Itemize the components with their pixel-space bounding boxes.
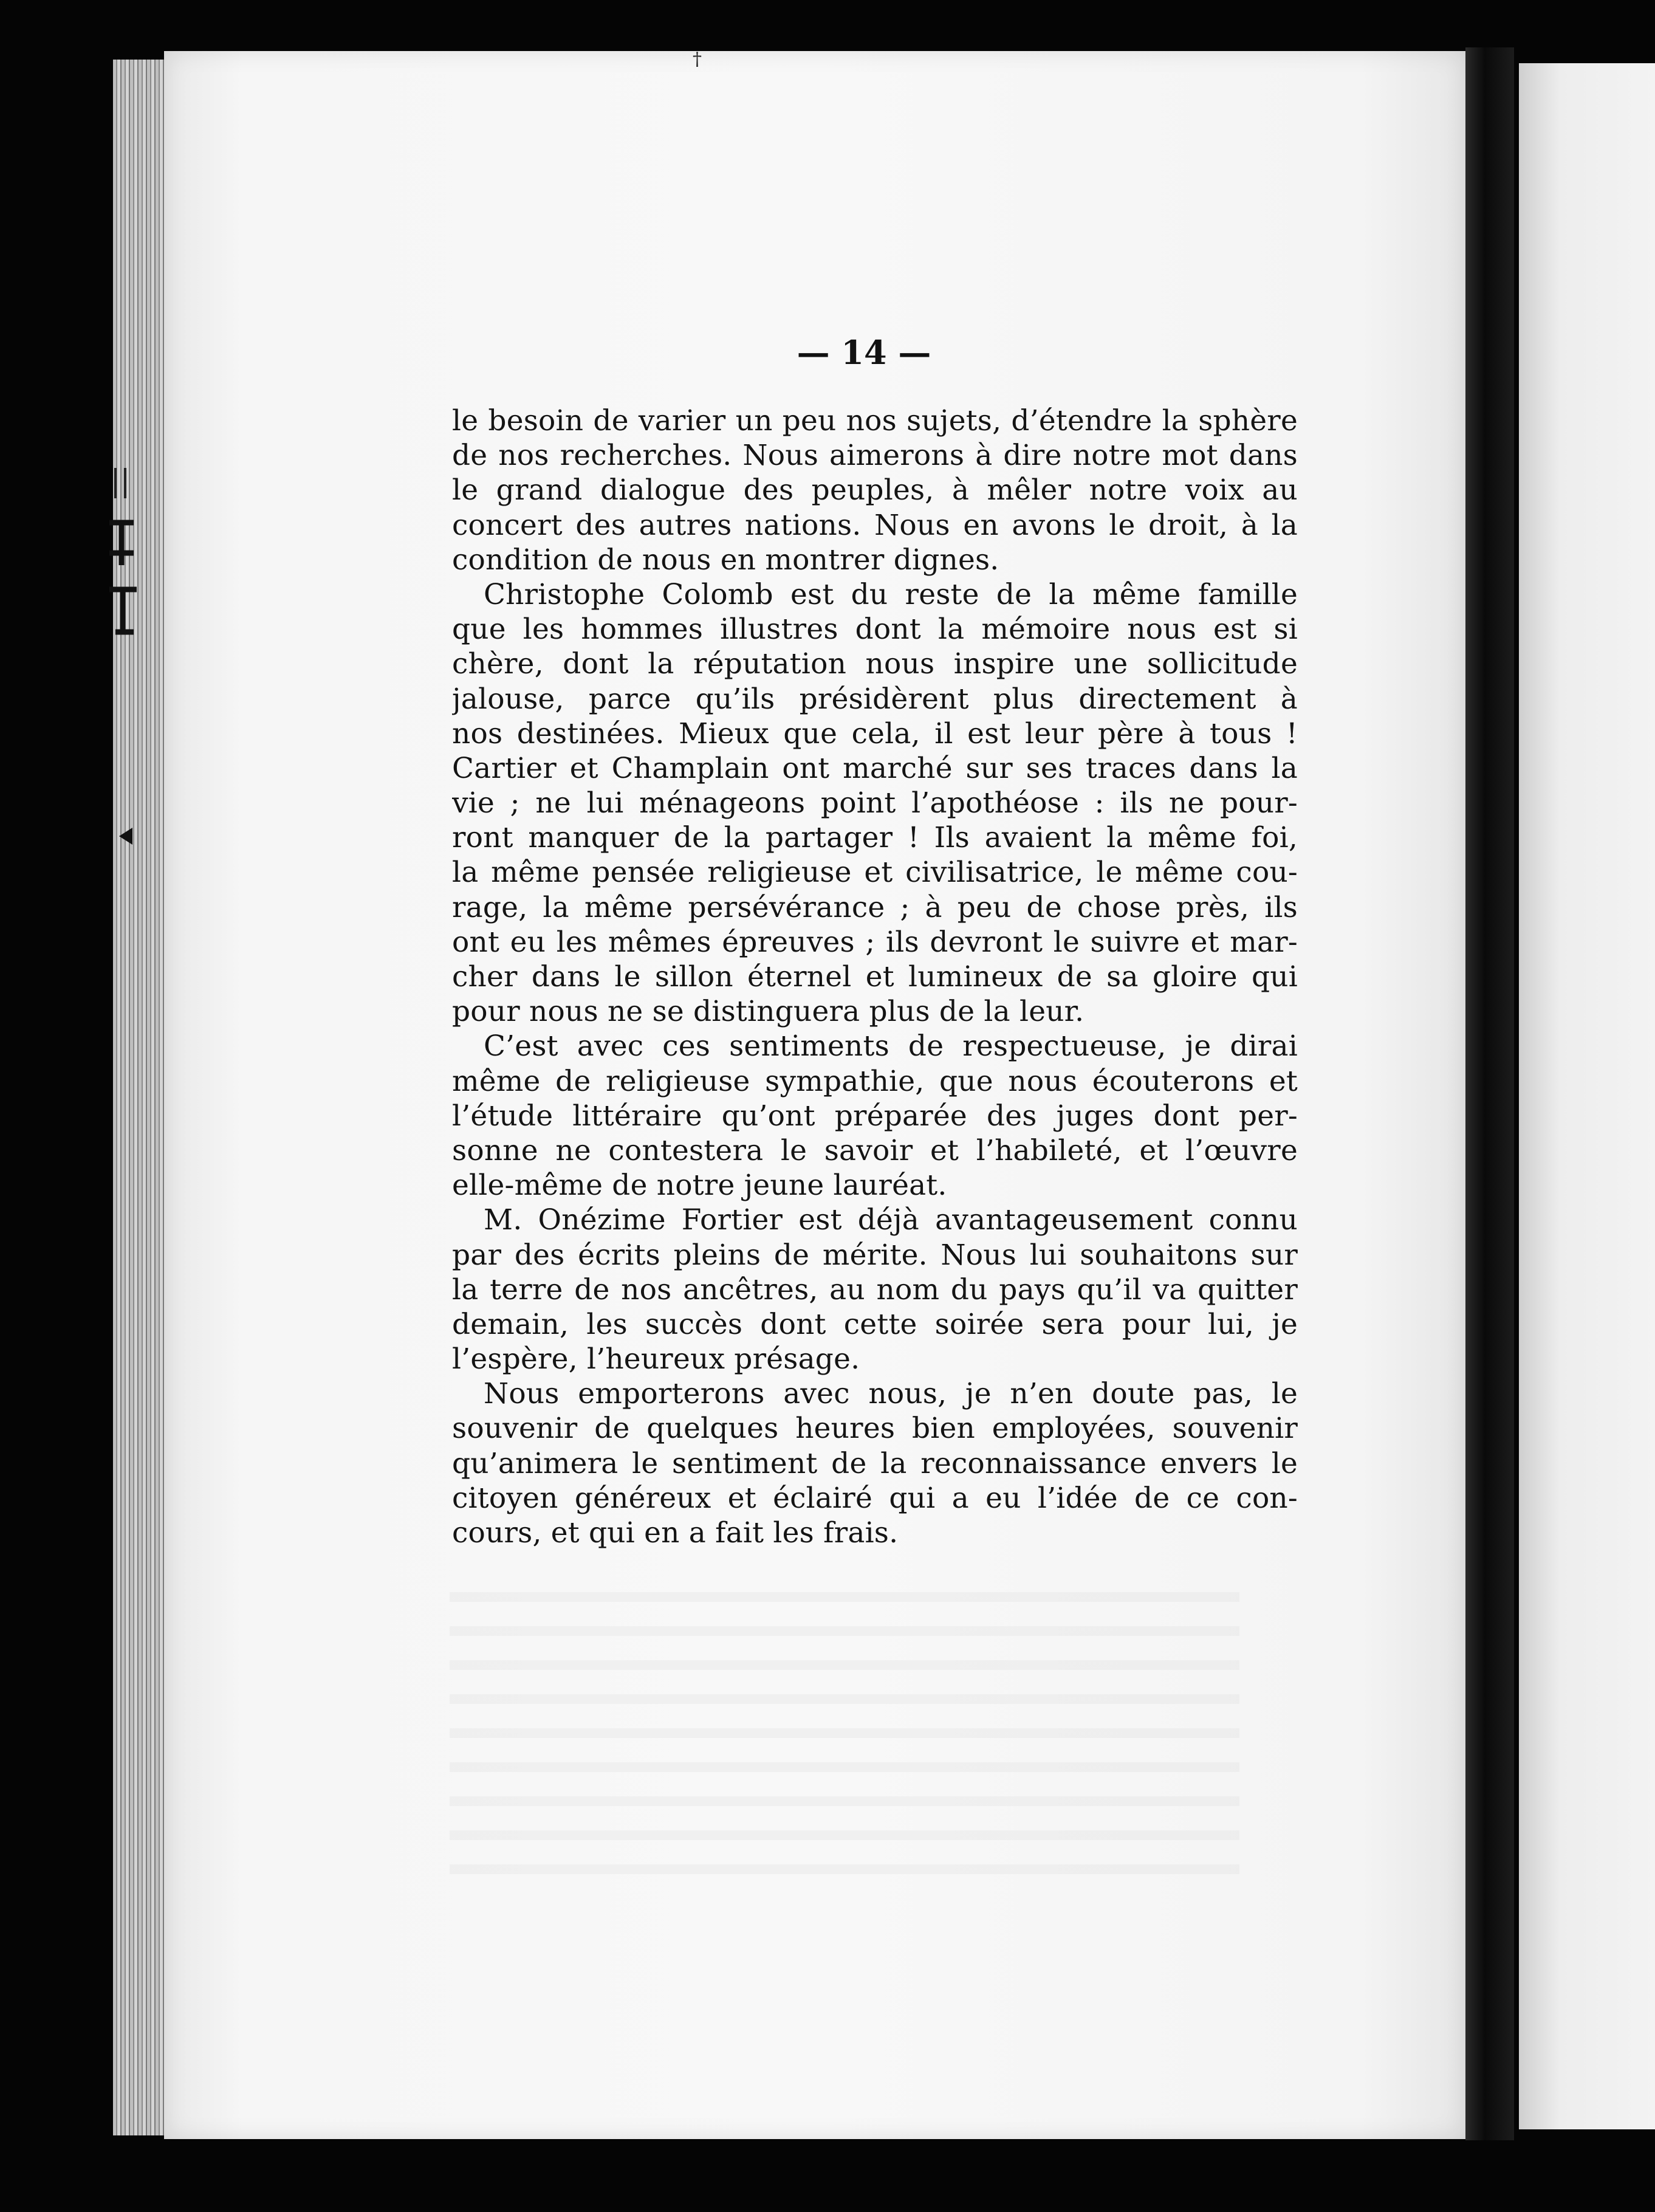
paragraph	[452, 404, 1298, 577]
text-line: cher dans le sillon éternel et lumineux de sa gloire qui	[452, 960, 1298, 994]
text-line: ront manquer de la partager ! Ils avaient la même foi,	[452, 821, 1298, 855]
text-line: le grand dialogue des peuples, à mêler notre voix au	[452, 473, 1298, 507]
text-line: pour nous ne se distinguera plus de la leur.	[452, 995, 1084, 1029]
edge-handwritten-marks	[91, 462, 164, 644]
text-line: le besoin de varier un peu nos sujets, d’étendre la sphère	[452, 404, 1298, 438]
body-text	[452, 404, 1298, 1550]
paragraph	[452, 1029, 1298, 1203]
text-line: jalouse, parce qu’ils présidèrent plus directement à	[452, 682, 1298, 716]
text-line: qu’animera le sentiment de la reconnaissance envers le	[452, 1446, 1298, 1480]
text-line: que les hommes illustres dont la mémoire nous est si	[452, 613, 1298, 647]
text-line: demain, les succès dont cette soirée sera pour lui, je	[452, 1307, 1298, 1341]
text-line: vie ; ne lui ménageons point l’apothéose : ils ne pour-	[452, 786, 1298, 820]
text-line: ont eu les mêmes épreuves ; ils devront le suivre et mar-	[452, 925, 1298, 959]
text-line: chère, dont la réputation nous inspire une sollicitude	[452, 647, 1298, 681]
next-page-sliver	[1519, 63, 1655, 2129]
text-line: rage, la même persévérance ; à peu de chose près, ils	[452, 890, 1298, 924]
show-through-text	[450, 1568, 1239, 1884]
text-line: cours, et qui en a fait les frais.	[452, 1516, 899, 1550]
paragraph	[452, 1376, 1298, 1550]
text-line: la terre de nos ancêtres, au nom du pays qu’il va quitter	[452, 1273, 1298, 1307]
paragraph	[452, 1203, 1298, 1376]
text-line: la même pensée religieuse et civilisatrice, le même cou-	[452, 856, 1298, 890]
text-line: M. Onézime Fortier est déjà avantageusement connu	[484, 1203, 1298, 1237]
text-line: concert des autres nations. Nous en avons le droit, à la	[452, 508, 1298, 542]
text-line: condition de nous en montrer dignes.	[452, 543, 999, 577]
text-line: l’espère, l’heureux présage.	[452, 1342, 860, 1376]
text-line: l’étude littéraire qu’ont préparée des juges dont per-	[452, 1099, 1298, 1133]
edge-arrow-marker	[119, 828, 132, 845]
text-line: même de religieuse sympathie, que nous écouterons et	[452, 1064, 1298, 1098]
text-line: souvenir de quelques heures bien employées, souvenir	[452, 1412, 1298, 1446]
text-line: citoyen généreux et éclairé qui a eu l’idée de ce con-	[452, 1481, 1298, 1515]
text-line: Cartier et Champlain ont marché sur ses traces dans la	[452, 751, 1298, 785]
text-line: C’est avec ces sentiments de respectueuse, je dirai	[484, 1029, 1298, 1063]
page-number: — 14 —	[797, 333, 931, 372]
text-line: Christophe Colomb est du reste de la même famille	[484, 577, 1298, 611]
text-line: elle-même de notre jeune lauréat.	[452, 1169, 947, 1203]
text-line: Nous emporterons avec nous, je n’en doute pas, le	[484, 1377, 1298, 1411]
text-line: nos destinées. Mieux que cela, il est leur père à tous !	[452, 716, 1298, 750]
text-line: de nos recherches. Nous aimerons à dire notre mot dans	[452, 439, 1298, 473]
paragraph	[452, 577, 1298, 1029]
top-print-mark: †	[693, 49, 702, 70]
text-line: par des écrits pleins de mérite. Nous lui souhaitons sur	[452, 1238, 1298, 1272]
text-line: sonne ne contestera le savoir et l’habileté, et l’œuvre	[452, 1133, 1298, 1167]
